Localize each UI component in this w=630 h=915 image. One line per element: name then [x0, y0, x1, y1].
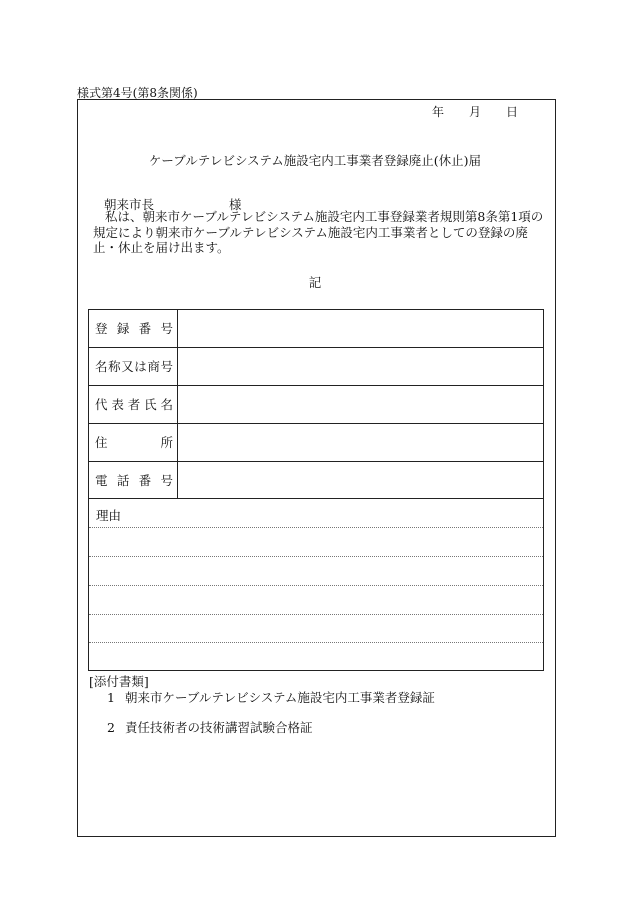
declaration-text: 私は、朝来市ケーブルテレビシステム施設宅内工事登録業者規則第8条第1項の規定により朝来市ケーブルテレビシステム施設宅内工事業者としての登録の廃止・休止を届け出ます。 — [93, 209, 544, 255]
attachment-text: 責任技術者の技術講習試験合格証 — [125, 720, 313, 735]
reason-line — [89, 585, 543, 586]
form-title: ケーブルテレビシステム施設宅内工事業者登録廃止(休止)届 — [148, 153, 482, 168]
row-label-phone: 電話番号 — [95, 473, 173, 488]
reason-line — [89, 556, 543, 557]
reason-line — [89, 527, 543, 528]
attachments-header: [添付書類] — [89, 674, 149, 689]
row-label-representative: 代表者氏名 — [95, 397, 173, 412]
date-month: 月 — [469, 105, 482, 119]
row-label-registration-number: 登録番号 — [95, 321, 173, 336]
attachment-number: 1 — [107, 690, 115, 705]
table-column-divider — [177, 310, 178, 498]
attachment-item — [107, 718, 313, 736]
registration-table — [88, 309, 544, 671]
attachment-item — [107, 688, 435, 706]
row-divider — [89, 498, 543, 499]
date-year: 年 — [432, 105, 445, 119]
date-day: 日 — [506, 105, 519, 119]
reason-line — [89, 642, 543, 643]
row-label-address: 住所 — [95, 435, 173, 450]
attachment-number: 2 — [107, 720, 115, 735]
reason-label: 理由 — [96, 508, 122, 523]
form-number: 様式第4号(第8条関係) — [77, 86, 198, 100]
attachment-text: 朝来市ケーブルテレビシステム施設宅内工事業者登録証 — [125, 690, 435, 705]
honorific: 様 — [229, 197, 242, 212]
row-label-business-name: 名称又は商号 — [95, 359, 173, 374]
ki-heading: 記 — [308, 275, 322, 290]
addressee: 朝来市長 — [104, 197, 155, 212]
reason-line — [89, 614, 543, 615]
